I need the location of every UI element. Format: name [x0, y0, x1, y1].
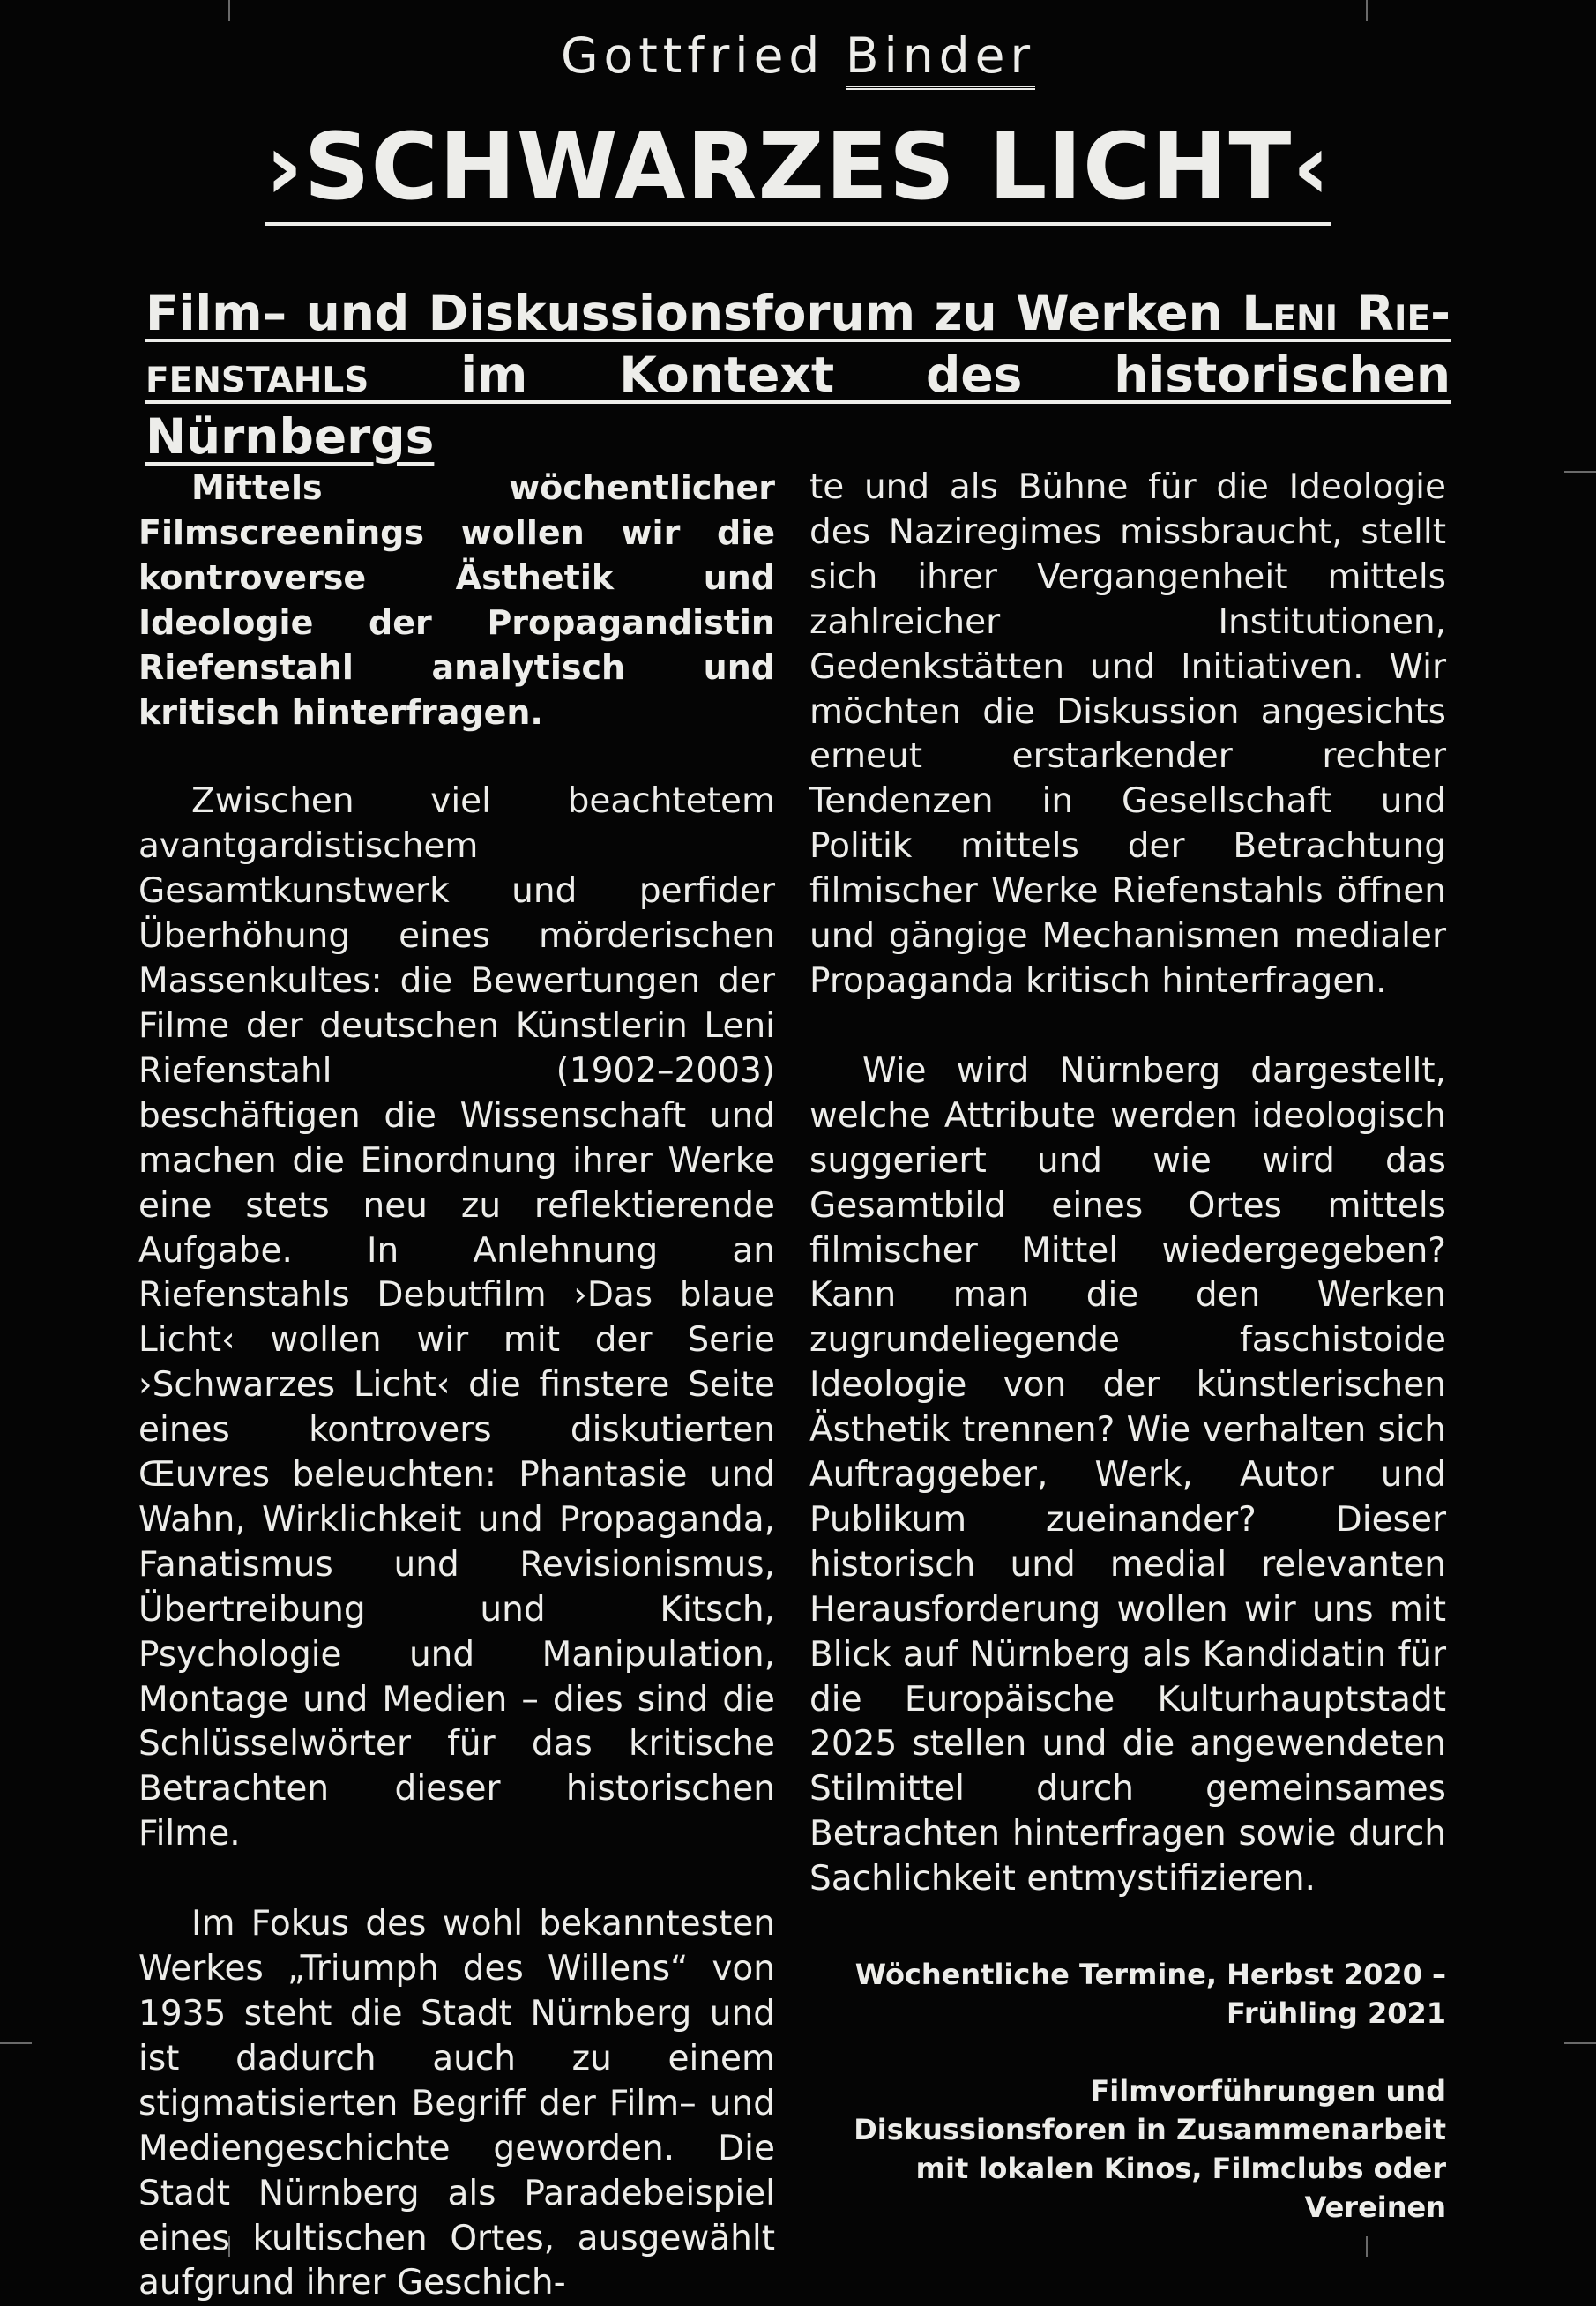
- left-column: [138, 466, 775, 2306]
- crop-mark: [1366, 2236, 1368, 2257]
- author-first-name: Gottfried: [560, 27, 825, 84]
- subtitle-name: Leni Rie-: [1242, 285, 1451, 341]
- crop-mark: [1366, 0, 1368, 21]
- subtitle-line-1: [145, 282, 1451, 344]
- body-paragraph: Wie wird Nürnberg dargestellt, welche Attribute werden ideologisch suggeriert und wie wird das Gesamtbild eines Ortes mittels filmischer Mittel wiedergegeben? Kann man die den Werken zugrundeliegende faschistoide Ideologie von der künstlerischen Ästhetik trennen? Wie verhalten sich Auftraggeber, Werk, Autor und Publikum zueinander? Dieser historisch und medial relevanten Herausforderung wollen wir uns mit Blick auf Nürnberg als Kandidatin für die Europäische Kulturhauptstadt 2025 stellen und die angewendeten Stilmittel durch gemeinsames Betrachten hinterfragen sowie durch Sachlichkeit entmystifizieren.: [809, 1050, 1446, 1899]
- subtitle-text: Film– und Diskussionsforum zu Werken: [145, 285, 1242, 341]
- right-column: [809, 466, 1446, 2227]
- collaboration-info: Filmvorführungen und Diskussionsforen in Zusammenarbeit mit lokalen Kinos, Filmclubs oder Vereinen: [854, 2074, 1446, 2225]
- body-paragraph: Zwischen viel beachtetem avantgardistischem Gesamtkunstwerk und perfider Überhöhung eines mörderischen Massenkultes: die Bewertungen der Filme der deutschen Künstlerin Leni Riefenstahl (1902–2003) beschäftigen die Wissenschaft und machen die Einordnung ihrer Werke eine stets neu zu reflektierende Aufgabe. In Anlehnung an Riefenstahls Debutfilm ›Das blaue Licht‹ wollen wir mit der Serie ›Schwarzes Licht‹ die finstere Seite eines kontrovers diskutierten Œuvres beleuchten: Phantasie und Wahn, Wirklichkeit und Propaganda, Fanatismus und Revisionismus, Übertreibung und Kitsch, Psychologie und Manipulation, Montage und Medien – dies sind die Schlüsselwörter für das kritische Betrachten dieser historischen Filme.: [138, 781, 775, 1855]
- body-paragraph: te und als Bühne für die Ideologie des Naziregimes missbraucht, stellt sich ihrer Vergangenheit mittels zahlreicher Institutionen, Gedenkstätten und Initiativen. Wir möchten die Diskussion angesichts erneut erstarkender rechter Tendenzen in Gesellschaft und Politik mittels der Betrachtung filmischer Werke Riefenstahls öffnen und gängige Mechanismen medialer Propaganda kritisch hinterfragen.: [809, 467, 1446, 1001]
- crop-mark: [228, 0, 230, 21]
- subtitle: [145, 282, 1451, 467]
- crop-mark: [0, 2042, 32, 2044]
- crop-mark: [1564, 2042, 1596, 2044]
- dates-info: Wöchentliche Termine, Herbst 2020 – Frühling 2021: [854, 1958, 1446, 2031]
- author-name: [0, 26, 1596, 85]
- page-title: [0, 115, 1596, 226]
- lead-paragraph: Mittels wöchentlicher Filmscreenings wollen wir die kontroverse Ästhetik und Ideologie der Propagandistin Riefenstahl analytisch und kritisch hinterfragen.: [138, 468, 775, 732]
- body-paragraph: Im Fokus des wohl bekanntesten Werkes „Triumph des Willens“ von 1935 steht die Stadt Nürnberg und ist dadurch auch zu einem stigmatisierten Begriff der Film– und Mediengeschichte geworden. Die Stadt Nürnberg als Paradebeispiel eines kultischen Ortes, ausgewählt aufgrund ihrer Geschich-: [138, 1904, 775, 2303]
- crop-mark: [1564, 471, 1596, 473]
- author-last-name: Binder: [846, 27, 1035, 90]
- subtitle-line-2: [145, 344, 1451, 467]
- title-text: ›SCHWARZES LICHT‹: [265, 115, 1331, 226]
- subtitle-text: im Kontext des historischen Nürnbergs: [145, 347, 1451, 465]
- subtitle-name: fenstahls: [145, 347, 369, 403]
